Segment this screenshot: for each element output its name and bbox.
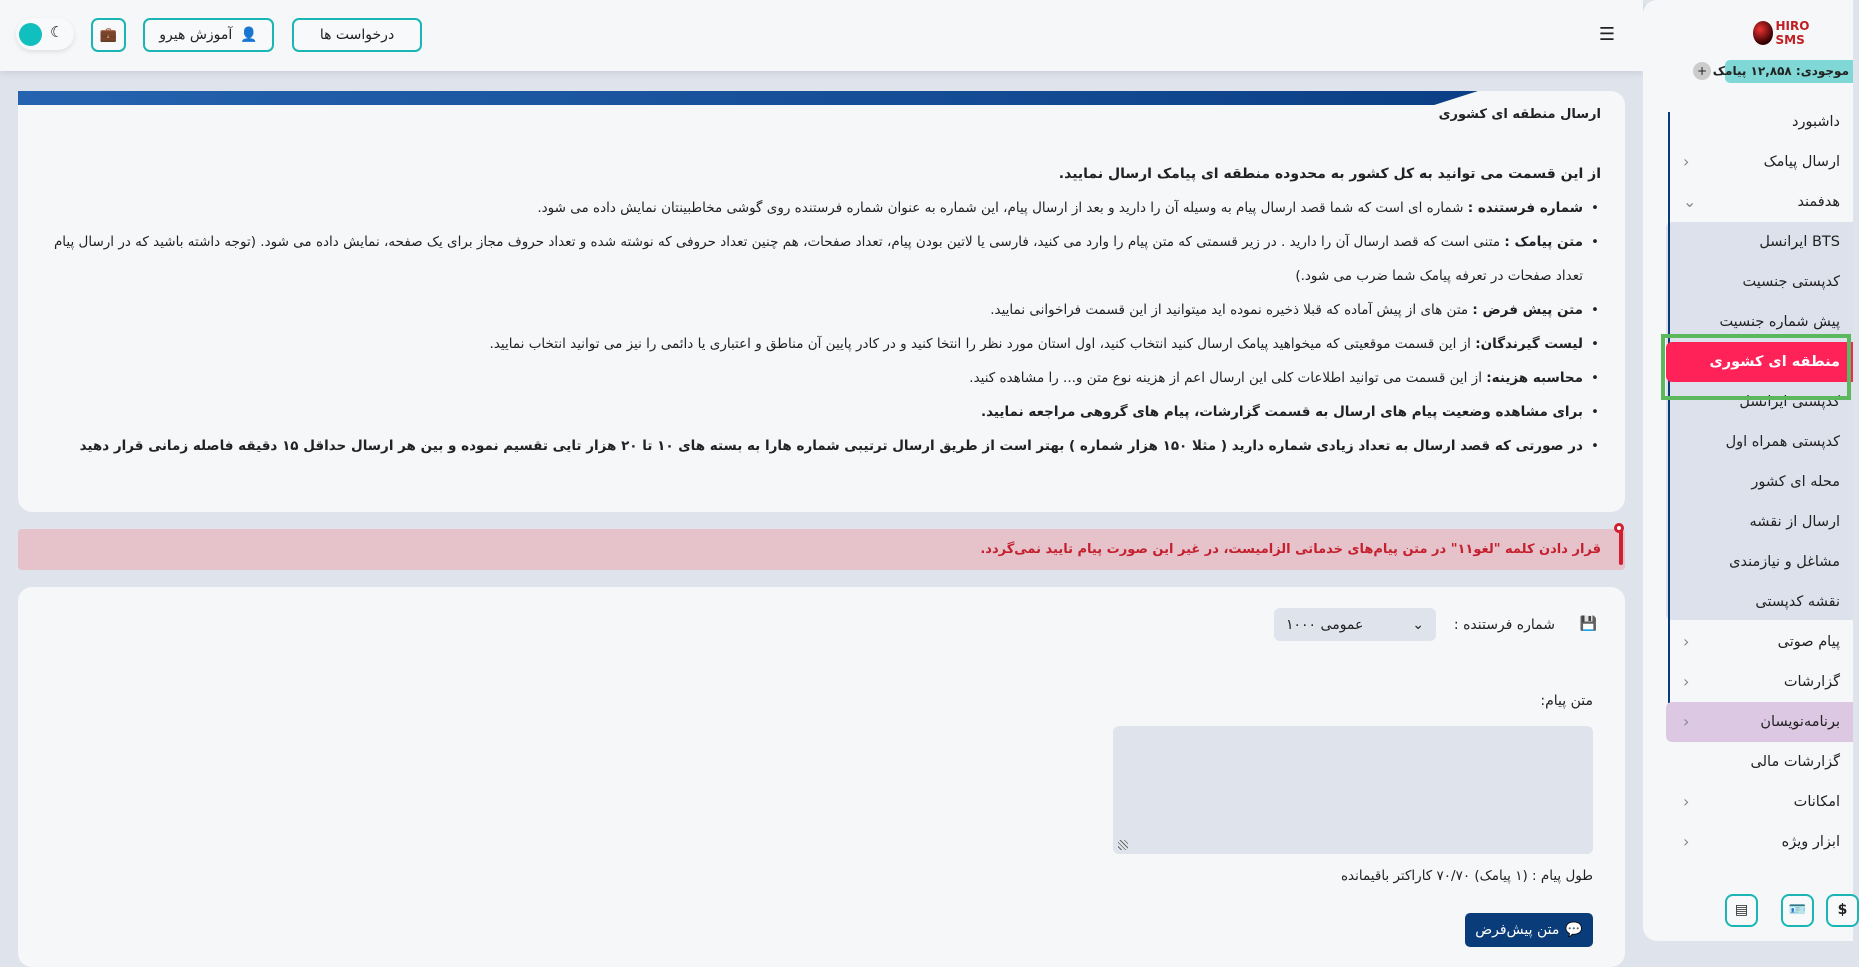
help-item-title: متن پیامک : (1504, 234, 1583, 250)
contact-card-button[interactable] (1781, 894, 1814, 927)
training-label: آموزش هیرو (159, 27, 233, 43)
sidebar (1643, 0, 1853, 941)
help-item-title: در صورتی که قصد ارسال به تعداد زیادی شماره دارید ( مثلا ۱۵۰ هزار شماره ) بهتر است از طریق ارسال ترتیبی شماره هارا به بسته های ۱۰ تا ۲۰ هزار تایی تقسیم نموده و بین هر ارسال حداقل ۱۵ دقیقه فاصله زمانی قرار دهید (79, 438, 1583, 454)
pin-icon (1619, 525, 1623, 565)
card-header-band (18, 91, 1478, 105)
add-credit-button[interactable]: + (1693, 62, 1711, 80)
help-item-title: شماره فرستنده : (1467, 200, 1583, 216)
user-icon: 👤 (240, 27, 258, 43)
sidebar-item-label: گزارشات مالی (1750, 754, 1840, 770)
send-form-card (18, 587, 1625, 967)
sender-select[interactable] (1274, 608, 1436, 641)
help-item-text: متن های از پیش آماده که قبلا ذخیره نموده اید میتوانید از این قسمت فراخوانی نمایید. (990, 302, 1473, 318)
sidebar-item-label: کدپستی همراه اول (1725, 434, 1840, 450)
sidebar-item[interactable] (1643, 422, 1853, 462)
hamburger-menu-icon[interactable]: ☰ (1598, 24, 1616, 45)
message-icon: 💬 (1565, 922, 1583, 938)
help-item-text: از این قسمت می توانید اطلاعات کلی این ارسال اعم از هزینه نوع متن و... را مشاهده کنید. (969, 370, 1487, 386)
toggle-knob (19, 23, 42, 46)
sidebar-item[interactable] (1643, 742, 1853, 782)
dollar-icon: $ (1837, 902, 1848, 918)
sender-label: شماره فرستنده : (1453, 617, 1555, 633)
sidebar-item-label: گزارشات (1783, 674, 1840, 690)
help-item-text: شماره ای است که شما قصد ارسال پیام به وسیله آن را دارید و بعد از ارسال پیام، این شماره به عنوان شماره فرستنده روی گوشی مخاطبینتان نمایش داده می شود. (537, 200, 1468, 216)
sidebar-item-label: BTS ایرانسل (1759, 234, 1840, 250)
chevron-icon: ‹ (1683, 712, 1690, 731)
requests-label: درخواست ها (319, 27, 395, 43)
help-item (42, 361, 1601, 395)
preset-text-button[interactable] (1465, 913, 1593, 947)
help-item-text: از این قسمت موقعیتی که میخواهید پیامک ارسال کنید انتخاب کنید، اول استان مورد نظر را انتخا کنید و در کادر پایین آن مناطق و اعتباری یا دائمی را نیز می توانید انتخاب نمایید. (489, 336, 1476, 352)
window-icon: ▤ (1734, 902, 1749, 918)
contact-card-icon: 🪪 (1788, 902, 1807, 918)
sidebar-menu (1643, 102, 1853, 862)
message-length: طول پیام : (۱ پیامک) ۷۰/۷۰ کاراکتر باقیمانده (1340, 868, 1593, 884)
sidebar-item-label: ارسال از نقشه (1749, 514, 1840, 530)
help-item (42, 429, 1601, 463)
message-label: متن پیام: (1540, 693, 1593, 709)
sender-value: عمومی ۱۰۰۰ (1286, 616, 1364, 633)
sidebar-item-label: محله ای کشور (1751, 474, 1840, 490)
sidebar-item-label: کدپستی جنسیت (1742, 274, 1840, 290)
warning-alert (18, 529, 1625, 570)
top-bar (0, 0, 1643, 71)
sidebar-item-label: ارسال پیامک (1763, 154, 1840, 170)
chevron-icon: ‹ (1683, 832, 1690, 851)
chevron-icon: ‹ (1683, 672, 1690, 691)
save-icon: 💾 (1579, 616, 1597, 632)
requests-button[interactable] (292, 18, 422, 52)
theme-toggle[interactable] (16, 18, 74, 50)
sidebar-item-label: پیش شماره جنسیت (1719, 314, 1840, 330)
sidebar-item[interactable] (1643, 622, 1853, 662)
briefcase-icon: 💼 (99, 27, 118, 43)
help-list (42, 191, 1601, 463)
sidebar-item-label: هدفمند (1797, 194, 1840, 210)
sidebar-item[interactable] (1643, 662, 1853, 702)
sidebar-item[interactable] (1643, 502, 1853, 542)
logo: HIRO SMS (1753, 18, 1833, 48)
help-item-title: برای مشاهده وضعیت پیام های ارسال به قسمت گزارشات، پیام های گروهی مراجعه نمایید. (980, 404, 1583, 420)
sidebar-item-label: مشاغل و نیازمندی (1729, 554, 1840, 570)
balance-badge: موجودی: ۱۲,۸۵۸ پیامک (1725, 60, 1853, 83)
preset-label: متن پیش‌فرض (1475, 922, 1560, 938)
chevron-icon: ‹ (1683, 152, 1690, 171)
page-title: ارسال منطقه ای کشوری (1438, 107, 1601, 122)
help-item (42, 191, 1601, 225)
window-button[interactable] (1725, 894, 1758, 927)
help-item-text: متنی است که قصد ارسال آن را دارید . در زیر قسمتی که متن پیام را وارد می کنید، فارسی یا لاتین بودن پیام، تعداد صفحات، هم چنین تعداد حروفی که نوشته شده و تعداد حروف مجاز برای یک صفحه، نمایش داده می شود. (توجه داشته باشید که در ارسال پیام تعداد صفحات در تعرفه پیامک شما ضرب می شود.) (53, 234, 1583, 284)
sidebar-item[interactable] (1643, 262, 1853, 302)
intro-text: از این قسمت می توانید به کل کشور به محدوده منطقه ای پیامک ارسال نمایید. (1058, 166, 1601, 182)
sidebar-item[interactable] (1643, 142, 1853, 182)
chevron-icon: ⌄ (1683, 192, 1697, 211)
sidebar-item[interactable] (1643, 462, 1853, 502)
sidebar-item-label: امکانات (1793, 794, 1840, 810)
sidebar-item-label: برنامه‌نویسان (1760, 714, 1840, 730)
sidebar-item[interactable] (1643, 182, 1853, 222)
help-item (42, 327, 1601, 361)
sidebar-item[interactable] (1643, 222, 1853, 262)
sidebar-item[interactable] (1643, 582, 1853, 622)
message-textarea[interactable] (1113, 726, 1593, 854)
help-item-title: متن پیش فرض : (1472, 302, 1583, 318)
help-item (42, 293, 1601, 327)
help-item-title: محاسبه هزینه: (1486, 370, 1583, 386)
moon-icon: ☾ (50, 23, 64, 41)
chevron-icon: ‹ (1683, 792, 1690, 811)
sidebar-item-label: نقشه کدپستی (1755, 594, 1840, 610)
sidebar-item-label: منطقه ای کشوری (1709, 354, 1840, 370)
help-item-title: لیست گیرندگان: (1475, 336, 1583, 352)
chevron-icon: ‹ (1683, 632, 1690, 651)
sidebar-item[interactable] (1666, 702, 1853, 742)
sidebar-item-label: ابزار ویژه (1781, 834, 1840, 850)
sidebar-item[interactable] (1643, 102, 1853, 142)
help-item (42, 225, 1601, 293)
briefcase-button[interactable] (91, 18, 126, 52)
chevron-down-icon: ⌄ (1412, 616, 1424, 633)
highlight-box (1661, 334, 1851, 400)
dollar-button[interactable] (1826, 894, 1859, 927)
sidebar-item-label: پیام صوتی (1777, 634, 1840, 650)
info-card (18, 91, 1625, 512)
sidebar-item-label: کدپستی ایرانسل (1739, 394, 1840, 410)
sidebar-item[interactable] (1643, 782, 1853, 822)
hiro-training-button[interactable] (143, 18, 274, 52)
sidebar-item[interactable] (1643, 822, 1853, 862)
alert-text: قرار دادن کلمه "لغو۱۱" در متن پیام‌های خدماتی الزامیست، در غیر این صورت پیام تایید نمی‌گردد. (980, 542, 1601, 557)
sidebar-item[interactable] (1643, 542, 1853, 582)
sidebar-item-label: داشبورد (1792, 114, 1840, 130)
help-item (42, 395, 1601, 429)
